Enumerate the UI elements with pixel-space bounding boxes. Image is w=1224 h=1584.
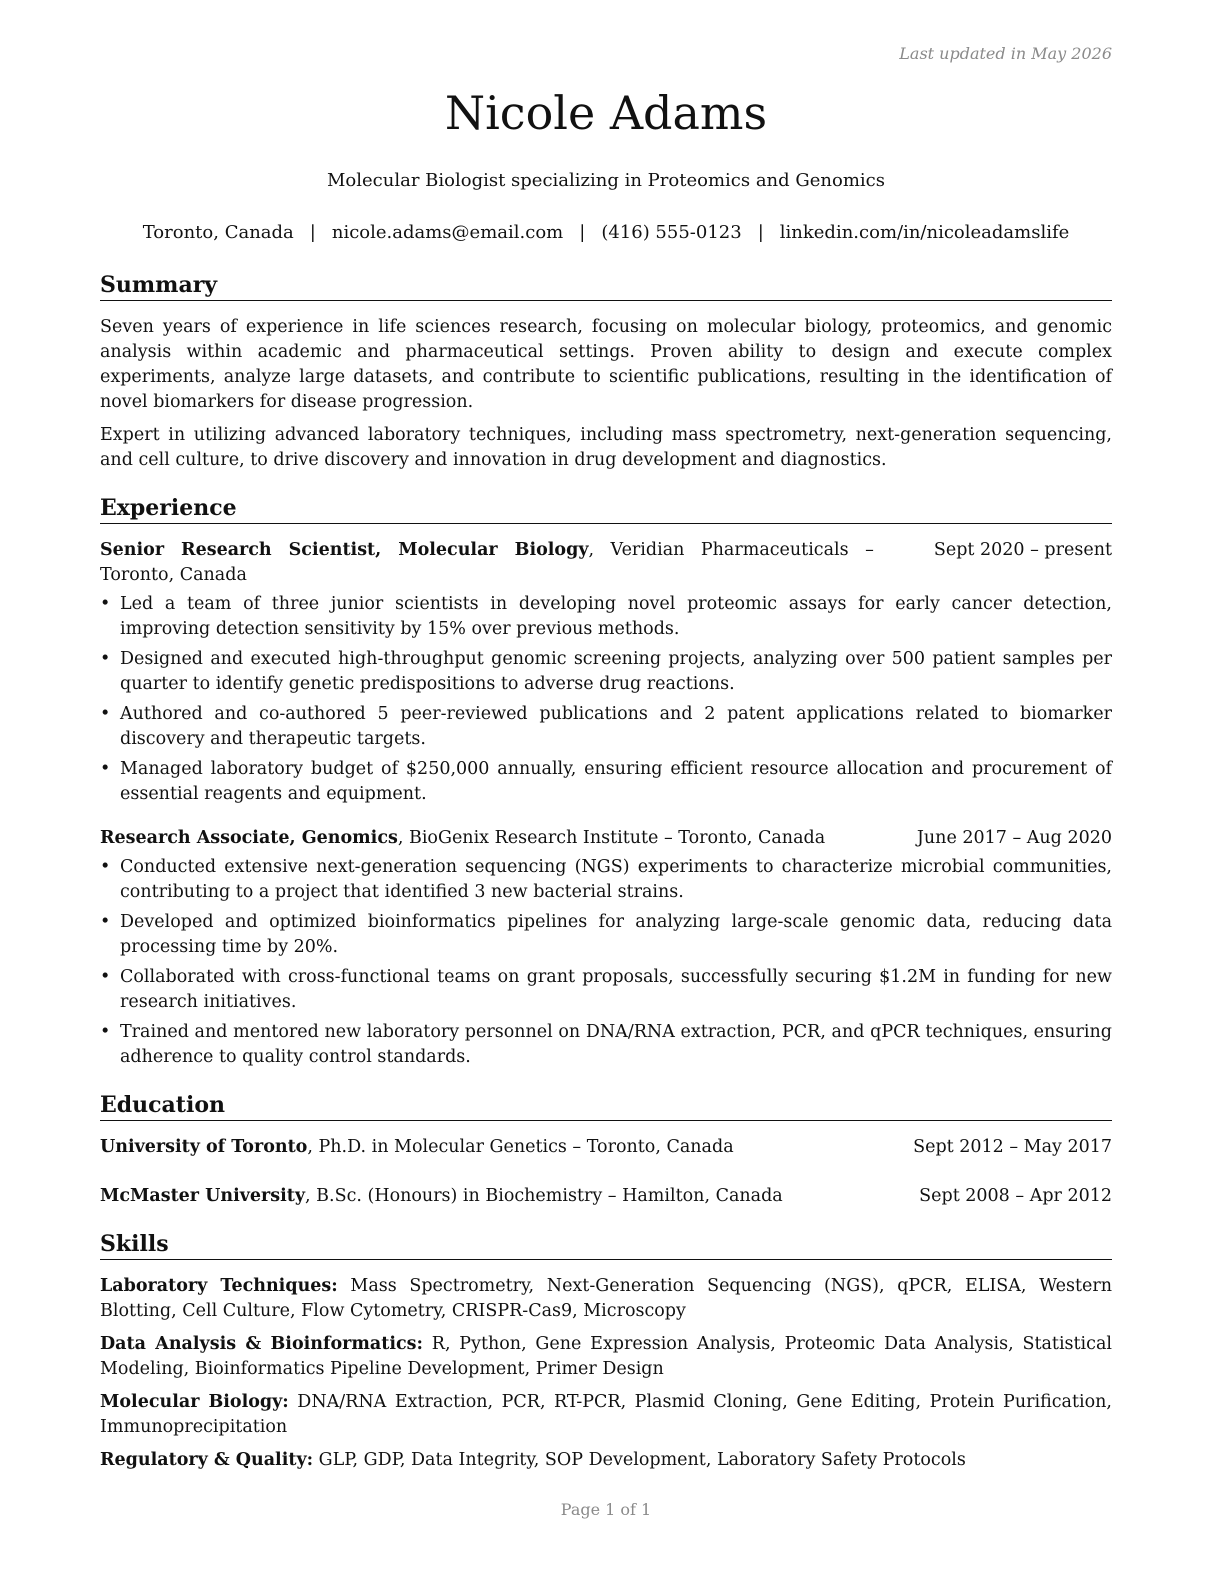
skill-label: Molecular Biology: xyxy=(100,1392,289,1412)
job-header xyxy=(100,826,1112,851)
section-title-experience: Experience xyxy=(100,493,1112,524)
skills-section xyxy=(100,1229,1112,1473)
skill-label: Regulatory & Quality: xyxy=(100,1450,314,1470)
contact-separator: | xyxy=(757,222,764,243)
job-dates: Sept 2020 – present xyxy=(933,540,1112,560)
school-name: McMaster University xyxy=(100,1186,306,1206)
job-bullet: • Authored and co-authored 5 peer-reviewed publications and 2 patent applications related to biomarker discovery and therapeutic targets. xyxy=(120,702,1112,752)
job-bullet: • Led a team of three junior scientists in developing novel proteomic assays for early cancer detection, improving detection sensitivity by 15% over previous methods. xyxy=(120,592,1112,642)
skill-group xyxy=(100,1448,1112,1473)
resume-body xyxy=(100,270,1112,1473)
summary-paragraph: Seven years of experience in life sciences research, focusing on molecular biology, proteomics, and genomic analysis within academic and pharmaceutical settings. Proven ability to design and execute complex experiments, analyze large datasets, and contribute to scientific publications, resulting in the identification of novel biomarkers for disease progression. xyxy=(100,317,1112,412)
education-line xyxy=(100,1184,919,1209)
skill-label: Laboratory Techniques: xyxy=(100,1276,338,1296)
skill-label: Data Analysis & Bioinformatics: xyxy=(100,1334,423,1354)
job-bullets xyxy=(100,592,1112,807)
job-bullet: • Developed and optimized bioinformatics pipelines for analyzing large-scale genomic data, reducing data processing time by 20%. xyxy=(120,910,1112,960)
job-role: Senior Research Scientist, Molecular Biology xyxy=(100,540,589,560)
last-updated-note: Last updated in May 2026 xyxy=(899,44,1112,63)
contact-line xyxy=(100,220,1112,245)
contact-linkedin-link[interactable]: linkedin.com/in/nicoleadamslife xyxy=(779,222,1070,243)
job-bullets xyxy=(100,855,1112,1070)
contact-separator: | xyxy=(309,222,316,243)
degree-detail: , B.Sc. (Honours) in Biochemistry – Hamilton, Canada xyxy=(305,1186,783,1206)
skill-items: GLP, GDP, Data Integrity, SOP Development, Laboratory Safety Protocols xyxy=(318,1450,966,1470)
job-role: Research Associate, Genomics xyxy=(100,828,398,848)
job-organization: , BioGenix Research Institute – Toronto, Canada xyxy=(397,828,826,848)
candidate-name: Nicole Adams xyxy=(444,86,768,140)
job-bullet: • Designed and executed high-throughput genomic screening projects, analyzing over 500 patient samples per quarter to identify genetic predispositions to adverse drug reactions. xyxy=(120,647,1112,697)
job-bullet: • Trained and mentored new laboratory personnel on DNA/RNA extraction, PCR, and qPCR techniques, ensuring adherence to quality control standards. xyxy=(120,1020,1112,1070)
job-title-line xyxy=(100,826,917,851)
job-header xyxy=(100,538,1112,588)
education-line xyxy=(100,1135,913,1160)
skill-group xyxy=(100,1274,1112,1324)
page-number: Page 1 of 1 xyxy=(560,1500,652,1519)
education-section xyxy=(100,1090,1112,1209)
education-entry xyxy=(100,1184,1112,1209)
contact-phone: (416) 555-0123 xyxy=(601,222,742,243)
skill-items: R, Python, Gene Expression Analysis, Proteomic Data Analysis, Statistical Modeling, Bioinformatics Pipeline Development, Primer Design xyxy=(100,1334,1112,1379)
education-entry xyxy=(100,1135,1112,1160)
experience-section xyxy=(100,493,1112,1070)
contact-separator: | xyxy=(579,222,586,243)
skill-items: DNA/RNA Extraction, PCR, RT-PCR, Plasmid Cloning, Gene Editing, Protein Purification, Immunoprecipitation xyxy=(100,1392,1112,1437)
job-bullet: • Managed laboratory budget of $250,000 annually, ensuring efficient resource allocation and procurement of essential reagents and equipment. xyxy=(120,757,1112,807)
job-title-line xyxy=(100,538,934,588)
resume-page xyxy=(100,0,1112,1584)
job-organization: , Veridian Pharmaceuticals – Toronto, Canada xyxy=(100,540,874,585)
contact-location: Toronto, Canada xyxy=(142,222,294,243)
degree-detail: , Ph.D. in Molecular Genetics – Toronto, Canada xyxy=(307,1137,734,1157)
job-bullet: • Collaborated with cross-functional teams on grant proposals, successfully securing $1.2M in funding for new research initiatives. xyxy=(120,965,1112,1015)
contact-email-link[interactable]: nicole.adams@email.com xyxy=(331,222,564,243)
summary-paragraph: Expert in utilizing advanced laboratory techniques, including mass spectrometry, next-generation sequencing, and cell culture, to drive discovery and innovation in drug development and diagnostics. xyxy=(100,425,1112,470)
candidate-tagline: Molecular Biologist specializing in Proteomics and Genomics xyxy=(326,170,885,191)
education-dates: Sept 2012 – May 2017 xyxy=(913,1137,1112,1157)
job-bullet: • Conducted extensive next-generation sequencing (NGS) experiments to characterize microbial communities, contributing to a project that identified 3 new bacterial strains. xyxy=(120,855,1112,905)
summary-section xyxy=(100,270,1112,473)
skill-group xyxy=(100,1390,1112,1440)
section-title-skills: Skills xyxy=(100,1229,1112,1260)
education-dates: Sept 2008 – Apr 2012 xyxy=(919,1186,1112,1206)
section-title-summary: Summary xyxy=(100,270,1112,301)
skill-items: Mass Spectrometry, Next-Generation Sequencing (NGS), qPCR, ELISA, Western Blotting, Cell Culture, Flow Cytometry, CRISPR-Cas9, Microscopy xyxy=(100,1276,1113,1321)
section-title-education: Education xyxy=(100,1090,1112,1121)
school-name: University of Toronto xyxy=(100,1137,308,1157)
skill-group xyxy=(100,1332,1112,1382)
job-dates: June 2017 – Aug 2020 xyxy=(916,828,1112,848)
